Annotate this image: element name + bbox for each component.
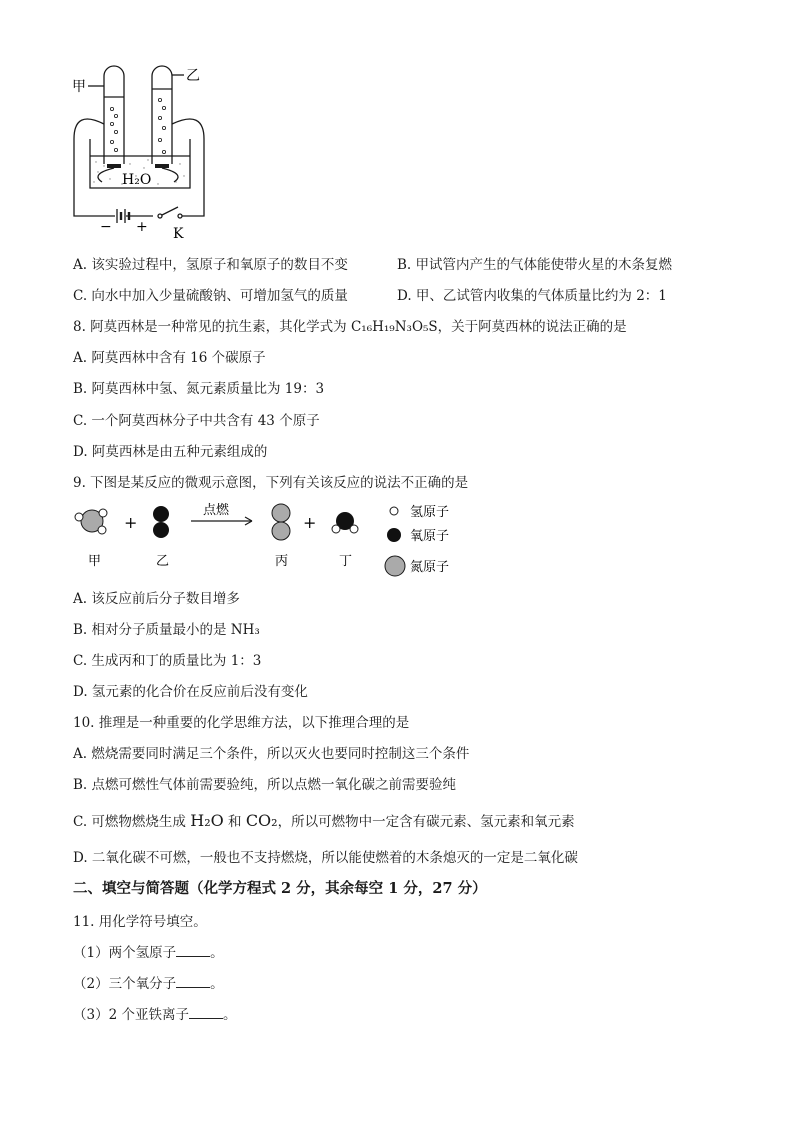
answer-blank[interactable] — [189, 1006, 223, 1019]
legend-o: 氧原子 — [410, 529, 450, 544]
q10-option-b: B. 点燃可燃性气体前需要验纯，所以点燃一氧化碳之前需要验纯 — [73, 777, 457, 793]
q11-item-1-text: （1）两个氢原子 — [73, 945, 177, 961]
period: 。 — [210, 976, 224, 992]
legend — [385, 505, 449, 576]
q8-stem — [73, 318, 627, 336]
q8-formula: C₁₆H₁₉N₃O₅S — [350, 319, 438, 335]
q11-item-2 — [73, 975, 224, 993]
q11-item-3 — [73, 1006, 236, 1024]
q9-stem: 9. 下图是某反应的微观示意图，下列有关该反应的说法不正确的是 — [73, 475, 469, 491]
q10-stem: 10. 推理是一种重要的化学思维方法，以下推理合理的是 — [73, 715, 410, 731]
formula-h2o: H₂O — [190, 811, 224, 830]
tube-yi — [152, 66, 172, 164]
q10-option-c — [73, 812, 575, 831]
q8-option-a: A. 阿莫西林中含有 16 个碳原子 — [73, 350, 266, 366]
section-heading: 二、填空与简答题（化学方程式 2 分，其余每空 1 分，27 分） — [73, 880, 487, 897]
q7-option-b: B. 甲试管内产生的气体能使带火星的木条复燃 — [397, 257, 673, 273]
q9-option-c: C. 生成丙和丁的质量比为 1：3 — [73, 653, 262, 669]
q11-item-1 — [73, 944, 224, 962]
q10-c-pre: C. 可燃物燃烧生成 — [73, 814, 191, 830]
label-yi: 乙 — [186, 68, 200, 84]
q11-item-2-text: （2）三个氧分子 — [73, 976, 177, 992]
q7-option-c: C. 向水中加入少量硫酸钠、可增加氢气的质量 — [73, 288, 348, 304]
q7-option-a: A. 该实验过程中，氢原子和氧原子的数目不变 — [73, 257, 348, 273]
arrow-label: 点燃 — [203, 503, 230, 518]
q8-stem-post: ，关于阿莫西林的说法正确的是 — [437, 319, 627, 335]
q9-option-a: A. 该反应前后分子数目增多 — [73, 591, 240, 607]
answer-blank[interactable] — [176, 944, 210, 957]
q11-stem: 11. 用化学符号填空。 — [73, 914, 207, 930]
tube-jia — [104, 66, 124, 164]
answer-blank[interactable] — [176, 975, 210, 988]
label-yi: 乙 — [156, 554, 170, 569]
molecule-bing — [272, 504, 290, 540]
molecule-ding — [332, 512, 358, 533]
q8-option-c: C. 一个阿莫西林分子中共含有 43 个原子 — [73, 413, 320, 429]
plus-2: + — [303, 513, 317, 532]
label-ding: 丁 — [339, 554, 353, 569]
q9-option-d: D. 氢元素的化合价在反应前后没有变化 — [73, 684, 308, 700]
label-k: K — [173, 226, 184, 242]
q9-option-b: B. 相对分子质量最小的是 NH₃ — [73, 622, 260, 638]
reaction-diagram — [70, 496, 490, 582]
label-water: H₂O — [122, 172, 152, 188]
molecule-jia — [75, 509, 107, 534]
period: 。 — [222, 1007, 237, 1023]
q8-stem-pre: 8. 阿莫西林是一种常见的抗生素，其化学式为 — [73, 319, 351, 335]
q8-option-b: B. 阿莫西林中氢、氮元素质量比为 19：3 — [73, 381, 325, 397]
legend-h: 氢原子 — [410, 505, 450, 520]
label-bing: 丙 — [275, 554, 289, 569]
q8-option-d: D. 阿莫西林是由五种元素组成的 — [73, 444, 268, 460]
label-jia: 甲 — [72, 79, 86, 95]
label-minus: − — [100, 219, 112, 235]
plus-1: + — [124, 513, 138, 532]
formula-co2: CO₂ — [245, 811, 278, 830]
q7-option-d: D. 甲、乙试管内收集的气体质量比约为 2：1 — [397, 288, 667, 304]
q10-c-mid: 和 — [223, 814, 246, 830]
q10-option-d: D. 二氧化碳不可燃，一般也不支持燃烧，所以能使燃着的木条熄灭的一定是二氧化碳 — [73, 850, 578, 866]
legend-n: 氮原子 — [410, 560, 450, 575]
q10-c-post: ，所以可燃物中一定含有碳元素、氢元素和氧元素 — [277, 814, 575, 830]
label-plus: + — [136, 219, 148, 235]
q10-option-a: A. 燃烧需要同时满足三个条件，所以灭火也要同时控制这三个条件 — [73, 746, 470, 762]
q11-item-3-text: （3）2 个亚铁离子 — [73, 1007, 189, 1023]
molecule-yi — [153, 506, 169, 538]
electrolysis-diagram — [70, 64, 215, 242]
period: 。 — [210, 945, 224, 961]
label-jia: 甲 — [88, 554, 102, 569]
